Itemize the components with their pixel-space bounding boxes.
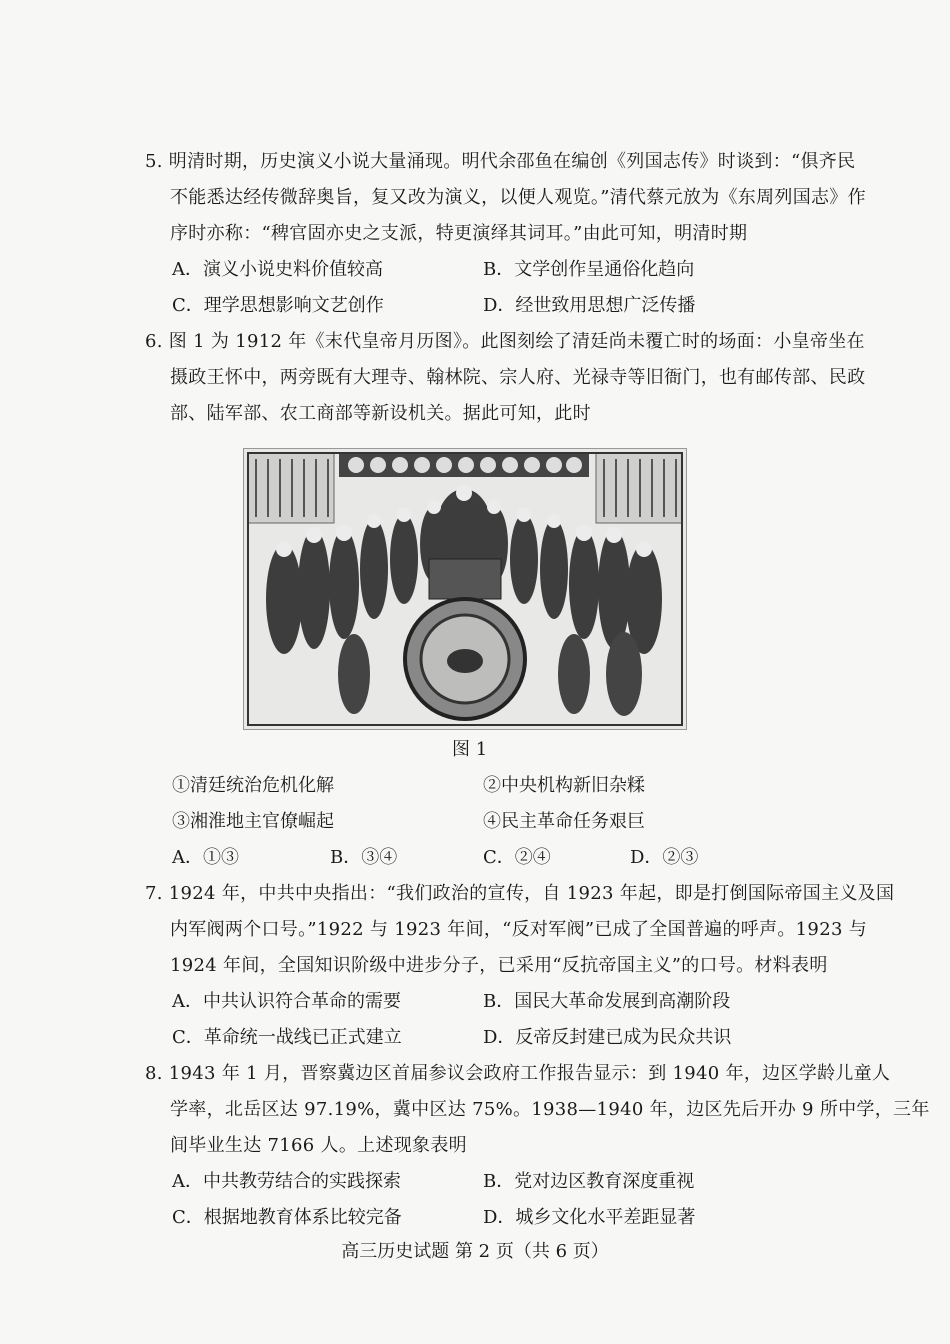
q7-line-1: 7. 1924 年，中共中央指出：“我们政治的宣传，自 1923 年起，即是打倒国际帝国主义及国: [145, 883, 895, 904]
q8-option-b: B．党对边区教育深度重视: [483, 1171, 695, 1192]
q5-option-b: B．文学创作呈通俗化趋向: [483, 259, 695, 280]
q7-option-b: B．国民大革命发展到高潮阶段: [483, 991, 731, 1012]
q7-option-d: D．反帝反封建已成为民众共识: [483, 1027, 732, 1048]
q8-line-1: 8. 1943 年 1 月，晋察冀边区首届参议会政府工作报告显示：到 1940 年，边区学龄儿童人: [145, 1063, 891, 1084]
q6-option-b: B．③④: [330, 847, 398, 868]
q6-statement-3: ③湘淮地主官僚崛起: [172, 811, 334, 832]
q5-line-2: 不能悉达经传微辞奥旨，复又改为演义，以便人观览。”清代蔡元放为《东周列国志》作: [170, 187, 866, 208]
q8-option-c: C．根据地教育体系比较完备: [172, 1207, 402, 1228]
q6-statement-2: ②中央机构新旧杂糅: [483, 775, 645, 796]
q8-line-3: 间毕业生达 7166 人。上述现象表明: [170, 1135, 467, 1156]
q6-line-3: 部、陆军部、农工商部等新设机关。据此可知，此时: [170, 403, 591, 424]
page-footer: 高三历史试题 第 2 页（共 6 页）: [341, 1241, 609, 1262]
q7-option-c: C．革命统一战线已正式建立: [172, 1027, 402, 1048]
figure-caption: 图 1: [452, 739, 488, 760]
q8-option-a: A．中共教劳结合的实践探索: [172, 1171, 401, 1192]
q5-option-c: C．理学思想影响文艺创作: [172, 295, 384, 316]
q5-line-3: 序时亦称：“稗官固亦史之支派，特更演绎其词耳。”由此可知，明清时期: [170, 223, 748, 244]
q8-option-d: D．城乡文化水平差距显著: [483, 1207, 696, 1228]
q7-line-3: 1924 年间，全国知识阶级中进步分子，已采用“反抗帝国主义”的口号。材料表明: [170, 955, 828, 976]
q6-option-d: D．②③: [630, 847, 699, 868]
calendar-woodcut-image: [243, 448, 687, 730]
q5-option-d: D．经世致用思想广泛传播: [483, 295, 696, 316]
q6-line-1: 6. 图 1 为 1912 年《末代皇帝月历图》。此图刻绘了清廷尚未覆亡时的场面：小皇帝坐在: [145, 331, 865, 352]
q5-line-1: 5. 明清时期，历史演义小说大量涌现。明代余邵鱼在编创《列国志传》时谈到：“俱齐民: [145, 151, 856, 172]
q6-statement-1: ①清廷统治危机化解: [172, 775, 334, 796]
q6-option-a: A．①③: [172, 847, 239, 868]
q7-line-2: 内军阀两个口号。”1922 与 1923 年间，“反对军阀”已成了全国普遍的呼声。1923 与: [170, 919, 868, 940]
q6-option-c: C．②④: [483, 847, 551, 868]
q6-line-2: 摄政王怀中，两旁既有大理寺、翰林院、宗人府、光禄寺等旧衙门，也有邮传部、民政: [170, 367, 866, 388]
q5-option-a: A．演义小说史料价值较高: [172, 259, 383, 280]
q8-line-2: 学率，北岳区达 97.19%，冀中区达 75%。1938—1940 年，边区先后开办 9 所中学，三年: [170, 1099, 930, 1120]
q6-statement-4: ④民主革命任务艰巨: [483, 811, 645, 832]
q7-option-a: A．中共认识符合革命的需要: [172, 991, 401, 1012]
